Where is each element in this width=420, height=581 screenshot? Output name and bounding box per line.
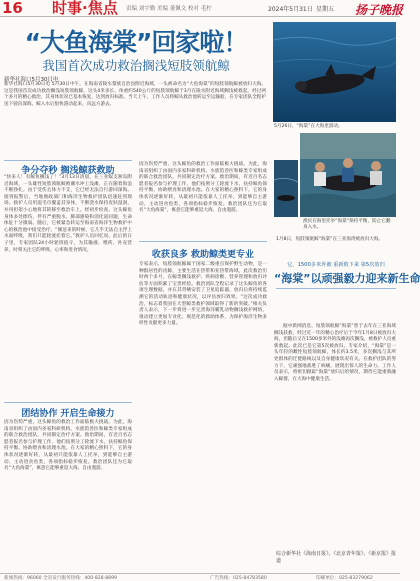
section-body-teamwork: 因为伤势严重，这头鲸鱼的救治工作面临极大挑战。为此，海南省组织了由国内多家科研机构、水族馆兽医和鲸类专家组成的联合救治团队，共同制定治疗方案。救治期间，有近百名志愿者报名参与护理工作，他们按照分工轮流下水，扶持鲸鱼保持平衡、协助喂食和清理水池。在大家的精心照料下，它的身体状况逐渐好转，从最初只能依靠人工托举，到能够自主游动、主动进食鱼类，各项指标稳步恢复。救治团队还为它取名“大鱼海棠”，寓意它能够重返大海、自由遨游。	[4, 420, 132, 472]
rescue-scene-image	[300, 133, 396, 217]
article-lede: 新华社海口5月30日电 5月30日中午，在海南省陵水黎族自治县附近海域，一头被命名为“大鱼海棠”的短肢领航鲸被放归大海。这是我国首次成功救治搁浅短肢领航鲸。这头4米多长、体重约540公斤的短肢领航鲸于3月在陵水附近海域搁浅被救起，经过两个多月的精心救治，其身体状况已基本恢复，达到放归标准。当天上午，工作人员将鲸从救治池转运至运输船，在专家团队全程护送下驶向深海。鲸入水后很快游动起来，向远方游去。	[4, 82, 266, 107]
issue-weekday: 星期五	[316, 6, 335, 13]
sidebar-subheadline: 它，1500多米外被 重新救下来 第5次放归	[287, 262, 385, 268]
photo-whale-swimming	[273, 22, 396, 122]
article-headline: “大鱼海棠”回家啦！	[24, 28, 248, 57]
footer-print: 印刷单位：025-83279062	[316, 576, 373, 581]
section-divider	[139, 241, 267, 242]
section-body-expertise: 专家表示，短肢领航鲸属于国家二级重点保护野生动物，是一种群居性的齿鲸，主要生活在热带和亚热带海域。此次救治历时两个多月，在鲸类搁浅救护、疾病诊断、营养管理和放归评估等方面积累了宝贵经验。救治团队全程记录了这头鲸鱼的各项生理数据，并在其背鳍安装了卫星追踪器，放归后将持续监测它的活动轨迹和健康状况，以评估放归效果。“这次成功救治，标志着我国在大型鲸类救护领域取得了新的突破。”相关负责人表示，下一步将进一步完善海洋哺乳动物搁浅救护网络，推动建立更加专业化、规范化的救助体系，为保护海洋生物多样性贡献更多力量。	[139, 262, 267, 327]
sidebar-headline: “海棠”以顽强毅力迎来新生命	[274, 272, 420, 285]
section-body-rescue: “快来人！有鲸鱼搁浅了！”3月13日清晨，在三亚蜈支洲岛附近海域，一头雄性短肢领航鲸被潮水冲上浅滩，正在随着海浪不断挣扎。由于受伤且体力不支，它已经无法自行游回深海。接到报警后，当地渔政部门和海洋生物救护团队迅速赶到现场。救护人员用湿毛巾覆盖其身体，不断浇水保持皮肤湿润，并用担架小心地将其转移至救治车上。经初步检查，这头鲸鱼身体多处擦伤，伴有严重脱水、肺部感染和消化道问题，生命体征十分微弱。随后，它被紧急转运至海南省海洋生物救护中心的救治池中接受治疗。“刚送来的时候，它几乎无法自主浮上水面呼吸，我们只能轮流托着它。”救护人员回忆说。此后的日子里，专家团队24小时轮班值守，为其输液、喂药、补充营养，时刻关注它的呼吸、心率和进食情况。	[4, 175, 132, 253]
section-heading-expertise: 收获良多 救助鲸类更专业	[151, 250, 255, 260]
photo-rescuers-holding-whale	[300, 133, 396, 217]
section-divider	[4, 160, 132, 161]
photo-caption: 5月26日，“海棠”在大海里游动。	[274, 124, 343, 129]
article-subheadline: 我国首次成功救治搁浅短肢领航鲸	[42, 58, 230, 73]
article-byline: 新华社海口5月30日电	[4, 77, 59, 83]
section-divider	[276, 288, 396, 289]
article-continued-text: 因为伤势严重，这头鲸鱼的救治工作面临极大挑战。为此，海南省组织了由国内多家科研机构、水族馆兽医和鲸类专家组成的联合救治团队，共同制定治疗方案。救治期间，有近百名志愿者报名参与护理工作，他们按照分工轮流下水，扶持鲸鱼保持平衡、协助喂食和清理水池。在大家的精心照料下，它的身体状况逐渐好转，从最初只能依靠人工托举，到能够自主游动、主动进食鱼类，各项指标稳步恢复。救治团队还为它取名“大鱼海棠”，寓意它能够重返大海、自由遨游。	[139, 162, 267, 214]
editor-credits: 责编 刘宇勤 美编 董佩文 校对 毛柠	[126, 6, 212, 12]
sidebar-source: 综合新华社《海南日报》、《北京青年报》、《新京报》报道	[276, 551, 397, 564]
whale-swimming-image	[273, 22, 396, 122]
photo-caption: 1月8日，短肢领航鲸“海棠”在三亚海湾被放归大海。	[276, 237, 384, 242]
page-footer	[0, 573, 400, 581]
section-heading-teamwork: 团结协作 开启生命接力	[21, 409, 115, 419]
footer-hotline: 新闻热线：96060 全省发行服务热线：400-828-8899	[4, 576, 117, 581]
footer-advert: 广告热线：025-84783580	[210, 576, 267, 581]
newspaper-logo: 扬子晚报	[355, 3, 404, 17]
issue-date: 2024年5月31日	[268, 6, 313, 13]
sidebar-body: 据中新网消息，短肢领航鲸“海棠”曾于去年在三亚海域搁浅获救，经过近一年的精心治疗后于今年1月8日被放归大海，但随后又在1500多米外的浅滩再次搁浅，被救护人员重新救起。此次已是它第5次被放归。专家介绍，“海棠”是一头年轻的雌性短肢领航鲸，体长约3.5米，多次搁浅与其所处群体的迁徙路线以及自身健康状况有关。在救护团队的努力下，它顽强地战胜了病痛，展现出惊人的生命力。工作人员表示，将密切跟踪“海棠”放归后的情况，期待它能重新融入鲸群，在大海中健康生活。	[274, 324, 396, 382]
page-number: 16	[2, 0, 23, 17]
section-title: 时事·焦点	[52, 0, 118, 17]
photo-release-strip	[274, 160, 298, 217]
photo-caption: 渔民在海里托举“海棠”保持平衡，防止它翻身入水。	[303, 219, 391, 230]
section-heading-rescue: 争分夺秒 搁浅鲸获救助	[21, 166, 115, 176]
release-strip-image	[274, 160, 298, 217]
section-divider	[4, 402, 132, 403]
